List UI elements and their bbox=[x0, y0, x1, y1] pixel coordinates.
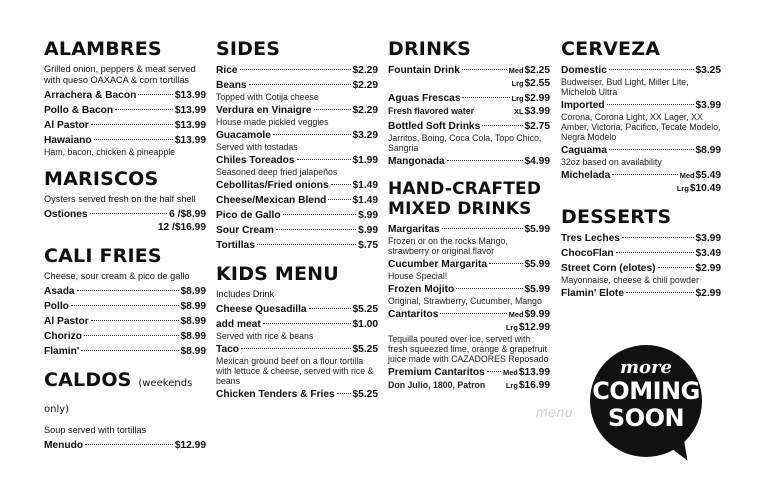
menu-item bbox=[388, 308, 550, 364]
item-price: $2.75 bbox=[524, 121, 550, 132]
leader-dots bbox=[240, 69, 351, 70]
item-price-row bbox=[388, 120, 550, 133]
item-price-row bbox=[561, 247, 721, 260]
item-price-row bbox=[216, 303, 378, 316]
menu-item bbox=[44, 119, 206, 132]
leader-dots bbox=[442, 228, 523, 229]
menu-item bbox=[216, 179, 378, 192]
menu-section bbox=[44, 38, 206, 157]
leader-dots bbox=[462, 97, 509, 98]
item-price-row bbox=[216, 194, 378, 207]
item-price: $3.99 bbox=[695, 233, 721, 244]
menu-section bbox=[561, 38, 721, 195]
menu-item bbox=[216, 79, 378, 102]
menu-item bbox=[561, 169, 721, 195]
item-price: $3.29 bbox=[352, 130, 378, 141]
leader-dots bbox=[622, 237, 694, 238]
item-name: Chiles Toreados bbox=[216, 155, 295, 166]
item-price: $2.99 bbox=[695, 288, 721, 299]
item-description: Served with rice & beans bbox=[216, 331, 314, 341]
leader-dots bbox=[331, 184, 351, 185]
item-description: Seasoned deep fried jalapeños bbox=[216, 167, 338, 177]
item-price-row bbox=[388, 258, 550, 271]
item-price-row bbox=[388, 64, 550, 77]
item-price-row bbox=[216, 179, 378, 192]
section-title-text: CALDOS bbox=[44, 369, 132, 391]
item-name: Al Pastor bbox=[44, 316, 89, 327]
section-title-text: MARISCOS bbox=[44, 168, 159, 190]
item-price: $2.99 bbox=[524, 93, 550, 104]
leader-dots bbox=[85, 444, 173, 445]
section-description: Includes Drink bbox=[216, 289, 275, 299]
leader-dots bbox=[276, 229, 356, 230]
item-price-row bbox=[216, 79, 378, 92]
menu-item bbox=[561, 247, 721, 260]
item-size: Lrg bbox=[511, 94, 524, 103]
item-description: Original, Strawberry, Cucumber, Mango bbox=[388, 296, 542, 306]
item-price: $5.99 bbox=[524, 284, 550, 295]
menu-item bbox=[216, 64, 378, 77]
item-name: Cucumber Margarita bbox=[388, 259, 488, 270]
menu-item bbox=[216, 239, 378, 252]
menu-item bbox=[216, 129, 378, 152]
item-price-row bbox=[216, 239, 378, 252]
item-price-row bbox=[561, 232, 721, 245]
menu-section bbox=[216, 263, 378, 401]
item-name: Bottled Soft Drinks bbox=[388, 121, 481, 132]
item-price-row bbox=[44, 104, 206, 117]
item-name: Aguas Frescas bbox=[388, 93, 461, 104]
item-size: Med bbox=[508, 310, 524, 319]
item-description: Topped with Cotija cheese bbox=[216, 92, 319, 102]
leader-dots bbox=[91, 124, 173, 125]
leader-dots bbox=[456, 288, 522, 289]
item-price: $10.49 bbox=[689, 183, 721, 194]
section-note: (weekends only) bbox=[44, 378, 193, 415]
item-name: Guacamole bbox=[216, 130, 271, 141]
menu-item bbox=[44, 330, 206, 343]
item-price: $3.99 bbox=[524, 106, 550, 117]
item-price: 12 /$16.99 bbox=[157, 222, 206, 233]
menu-item bbox=[216, 194, 378, 207]
item-description: Corona, Corona Light, XX Lager, XX Amber, Victoria, Pacifico, Tecate Modelo, Negra Modelo bbox=[561, 112, 721, 142]
menu-item bbox=[216, 154, 378, 177]
item-price-row bbox=[216, 209, 378, 222]
leader-dots bbox=[487, 371, 501, 372]
item-price-row bbox=[216, 104, 378, 117]
item-name: Caguama bbox=[561, 145, 607, 156]
item-price-row-2 bbox=[388, 321, 550, 334]
item-price: $2.29 bbox=[352, 80, 378, 91]
leader-dots bbox=[328, 199, 350, 200]
item-size: Lrg bbox=[505, 381, 518, 390]
item-name: Frozen Mojito bbox=[388, 284, 455, 295]
item-description: Mexican ground beef on a flour tortilla with lettuce & cheese, served with rice & beans bbox=[216, 356, 374, 386]
item-price-row bbox=[44, 300, 206, 313]
item-price-row bbox=[216, 318, 378, 331]
leader-dots bbox=[263, 323, 351, 324]
item-price: $2.99 bbox=[695, 263, 721, 274]
item-name: Mangonada bbox=[388, 156, 445, 167]
menu-item bbox=[216, 303, 378, 316]
menu-section bbox=[44, 369, 206, 452]
item-name: Domestic bbox=[561, 65, 607, 76]
item-name: Arrachera & Bacon bbox=[44, 90, 137, 101]
item-price: $1.49 bbox=[352, 180, 378, 191]
menu-item bbox=[216, 104, 378, 127]
item-price-row bbox=[44, 315, 206, 328]
item-price: $1.00 bbox=[352, 319, 378, 330]
item-description: Ham, bacon, chicken & pineapple bbox=[44, 147, 176, 157]
item-name: Rice bbox=[216, 65, 238, 76]
leader-dots bbox=[462, 69, 507, 70]
leader-dots bbox=[90, 213, 168, 214]
menu-item bbox=[388, 155, 550, 168]
menu-column-2 bbox=[216, 38, 378, 412]
item-size: Med bbox=[508, 66, 524, 75]
item-price-row bbox=[216, 129, 378, 142]
leader-dots bbox=[94, 139, 173, 140]
leader-dots bbox=[482, 125, 522, 126]
menu-item bbox=[44, 300, 206, 313]
section-title bbox=[44, 38, 206, 60]
item-price: $1.49 bbox=[352, 195, 378, 206]
item-price: 6 /$8.99 bbox=[169, 209, 206, 220]
badge-line-2: COMING bbox=[592, 377, 700, 405]
item-size: Lrg bbox=[505, 323, 518, 332]
leader-dots bbox=[607, 104, 694, 105]
leader-dots bbox=[609, 149, 694, 150]
leader-dots bbox=[309, 308, 351, 309]
item-name: Taco bbox=[216, 344, 240, 355]
menu-item bbox=[44, 89, 206, 102]
item-price-row bbox=[44, 345, 206, 358]
menu-item bbox=[44, 208, 206, 234]
item-name: Hawaiano bbox=[44, 135, 92, 146]
item-name: Verdura en Vinaigre bbox=[216, 105, 312, 116]
leader-dots bbox=[249, 84, 351, 85]
item-price-row bbox=[44, 208, 206, 221]
menu-item bbox=[388, 258, 550, 281]
section-title-text: DESSERTS bbox=[561, 206, 672, 228]
leader-dots bbox=[241, 348, 350, 349]
item-price-row bbox=[388, 283, 550, 296]
section-title bbox=[44, 168, 206, 190]
item-desc-row bbox=[388, 379, 550, 392]
item-name: Michelada bbox=[561, 170, 611, 181]
section-title-text: SIDES bbox=[216, 38, 281, 60]
item-name: Imported bbox=[561, 100, 605, 111]
menu-item bbox=[44, 345, 206, 358]
item-name: Sour Cream bbox=[216, 225, 274, 236]
menu-column-3 bbox=[388, 38, 550, 403]
menu-item bbox=[44, 315, 206, 328]
item-price-row bbox=[216, 343, 378, 356]
menu-item bbox=[561, 99, 721, 142]
item-price-row bbox=[388, 308, 550, 321]
section-title bbox=[561, 38, 721, 60]
item-price: $3.25 bbox=[695, 65, 721, 76]
item-price: $9.99 bbox=[524, 309, 550, 320]
menu-item bbox=[561, 144, 721, 167]
item-price: $12.99 bbox=[518, 322, 550, 333]
menu-section bbox=[561, 206, 721, 300]
item-name: Beans bbox=[216, 80, 247, 91]
section-description: Soup served with tortillas bbox=[44, 425, 147, 435]
item-price-row-2 bbox=[388, 77, 550, 90]
item-name: Pico de Gallo bbox=[216, 210, 281, 221]
item-description: Mayonnaise, cheese & chili powder bbox=[561, 275, 699, 285]
leader-dots bbox=[84, 335, 179, 336]
item-price: $5.25 bbox=[352, 304, 378, 315]
item-price: $13.99 bbox=[174, 120, 206, 131]
item-price-row bbox=[216, 224, 378, 237]
item-price-row bbox=[216, 388, 378, 401]
item-name: Pollo & Bacon bbox=[44, 105, 114, 116]
leader-dots bbox=[81, 350, 178, 351]
item-price: $4.99 bbox=[524, 156, 550, 167]
item-name: Margaritas bbox=[388, 224, 440, 235]
item-price-row bbox=[388, 223, 550, 236]
leader-dots bbox=[115, 109, 173, 110]
item-name: Cantaritos bbox=[388, 309, 439, 320]
menu-section bbox=[44, 168, 206, 234]
menu-item bbox=[388, 283, 550, 306]
watermark: menu bbox=[536, 404, 574, 420]
menu-item bbox=[216, 388, 378, 401]
item-price-row bbox=[561, 144, 721, 157]
leader-dots bbox=[314, 109, 351, 110]
item-name: Menudo bbox=[44, 440, 84, 451]
item-name: Flamin' Elote bbox=[561, 288, 624, 299]
item-name: Street Corn (elotes) bbox=[561, 263, 656, 274]
leader-dots bbox=[658, 267, 694, 268]
leader-dots bbox=[283, 214, 357, 215]
leader-dots bbox=[77, 290, 179, 291]
item-description: Frozen or on the rocks Mango, strawberry or original flavor bbox=[388, 236, 508, 256]
item-description: Fresh flavored water bbox=[388, 106, 475, 116]
item-description: Don Julio, 1800, Patron bbox=[388, 380, 486, 390]
item-price: $8.99 bbox=[180, 316, 206, 327]
section-title-text: KIDS MENU bbox=[216, 263, 339, 285]
item-name: Premium Cantaritos bbox=[388, 367, 485, 378]
section-title-text: DRINKS bbox=[388, 38, 471, 60]
section-title bbox=[44, 245, 206, 267]
leader-dots bbox=[257, 244, 356, 245]
item-price-row bbox=[388, 366, 550, 379]
item-description: Served with tostadas bbox=[216, 142, 298, 152]
item-price: $5.25 bbox=[352, 389, 378, 400]
item-price-row bbox=[561, 169, 721, 182]
item-price: $5.99 bbox=[524, 224, 550, 235]
leader-dots bbox=[447, 160, 523, 161]
section-title-text: CERVEZA bbox=[561, 38, 661, 60]
menu-column-1 bbox=[44, 38, 206, 463]
item-price: $8.99 bbox=[695, 145, 721, 156]
menu-section bbox=[388, 38, 550, 168]
item-price: $8.99 bbox=[180, 346, 206, 357]
item-desc-row bbox=[388, 105, 550, 118]
item-price-row-2 bbox=[561, 182, 721, 195]
item-description: 32oz based on availability bbox=[561, 157, 662, 167]
menu-item bbox=[216, 318, 378, 341]
menu-item bbox=[388, 64, 550, 90]
menu-item bbox=[388, 366, 550, 392]
menu-item bbox=[216, 209, 378, 222]
item-price-row bbox=[561, 287, 721, 300]
item-name: Chorizo bbox=[44, 331, 82, 342]
item-price: $13.99 bbox=[174, 105, 206, 116]
item-name: Cheese/Mexican Blend bbox=[216, 195, 327, 206]
item-price: $8.99 bbox=[180, 301, 206, 312]
item-price: $2.25 bbox=[524, 65, 550, 76]
menu-section bbox=[216, 38, 378, 252]
item-price: $12.99 bbox=[174, 440, 206, 451]
menu-item bbox=[44, 104, 206, 117]
item-price: $8.99 bbox=[180, 286, 206, 297]
leader-dots bbox=[273, 134, 351, 135]
item-size: Lrg bbox=[676, 184, 689, 193]
item-price: $13.99 bbox=[174, 90, 206, 101]
leader-dots bbox=[612, 174, 677, 175]
item-price: $.99 bbox=[358, 210, 378, 221]
item-price-row bbox=[216, 154, 378, 167]
item-size: XL bbox=[514, 107, 524, 116]
badge-line-3: SOON bbox=[607, 404, 685, 432]
item-price: $13.99 bbox=[174, 135, 206, 146]
item-name: add meat bbox=[216, 319, 261, 330]
menu-item bbox=[216, 224, 378, 237]
section-title-text: HAND-CRAFTED MIXED DRINKS bbox=[388, 179, 542, 219]
item-name: Fountain Drink bbox=[388, 65, 460, 76]
section-description: Grilled onion, peppers & meat served with queso OAXACA & corn tortillas bbox=[44, 64, 196, 85]
item-price-row bbox=[44, 285, 206, 298]
section-title-text: ALAMBRES bbox=[44, 38, 162, 60]
item-price-row bbox=[44, 119, 206, 132]
section-description: Cheese, sour cream & pico de gallo bbox=[44, 271, 190, 281]
item-price: $.75 bbox=[358, 240, 378, 251]
item-price-row bbox=[561, 262, 721, 275]
menu-item bbox=[388, 120, 550, 153]
item-price: $1.99 bbox=[352, 155, 378, 166]
item-description: House made pickled veggies bbox=[216, 117, 329, 127]
leader-dots bbox=[91, 320, 179, 321]
item-price-row bbox=[44, 439, 206, 452]
item-name: Cheese Quesadilla bbox=[216, 304, 307, 315]
item-name: Chicken Tenders & Fries bbox=[216, 389, 335, 400]
leader-dots bbox=[337, 393, 351, 394]
item-price-row bbox=[216, 64, 378, 77]
menu-item bbox=[561, 262, 721, 285]
item-price: $3.49 bbox=[695, 248, 721, 259]
item-price-row bbox=[388, 155, 550, 168]
leader-dots bbox=[489, 263, 522, 264]
menu-section bbox=[44, 245, 206, 358]
badge-line-1: more bbox=[620, 357, 672, 378]
leader-dots bbox=[626, 292, 694, 293]
item-name: Asada bbox=[44, 286, 75, 297]
item-name: ChocoFlan bbox=[561, 248, 614, 259]
section-title bbox=[216, 38, 378, 60]
menu-item bbox=[44, 134, 206, 157]
item-price: $5.49 bbox=[695, 170, 721, 181]
item-name: Tortillas bbox=[216, 240, 255, 251]
menu-item bbox=[561, 64, 721, 97]
menu-item bbox=[388, 223, 550, 256]
section-description: Oysters served fresh on the half shell bbox=[44, 194, 196, 204]
menu-item bbox=[561, 287, 721, 300]
item-description: Tequilla poured over ice, served with fresh squeezed lime, orange & grapefruit juice made with CAZADORES Reposado bbox=[388, 334, 549, 364]
section-title bbox=[561, 206, 721, 228]
item-price: $2.55 bbox=[524, 78, 550, 89]
leader-dots bbox=[609, 69, 694, 70]
leader-dots bbox=[616, 252, 694, 253]
item-price-row bbox=[388, 92, 550, 105]
leader-dots bbox=[297, 159, 351, 160]
item-price-row bbox=[561, 64, 721, 77]
item-size: Med bbox=[679, 171, 695, 180]
item-price-row bbox=[44, 330, 206, 343]
item-price-row-2 bbox=[44, 221, 206, 234]
item-size: Lrg bbox=[511, 79, 524, 88]
item-price: $5.99 bbox=[524, 259, 550, 270]
item-price: $13.99 bbox=[518, 367, 550, 378]
menu-item bbox=[216, 343, 378, 386]
menu-item bbox=[44, 439, 206, 452]
item-price: $5.25 bbox=[352, 344, 378, 355]
item-price: $2.29 bbox=[352, 105, 378, 116]
item-price: $8.99 bbox=[180, 331, 206, 342]
item-name: Cebollitas/Fried onions bbox=[216, 180, 329, 191]
item-name: Pollo bbox=[44, 301, 69, 312]
item-name: Flamin' bbox=[44, 346, 80, 357]
item-description: Jarritos, Boing, Coca Cola, Topo Chico, Sangria bbox=[388, 133, 542, 153]
more-coming-soon-badge bbox=[590, 345, 702, 457]
item-name: Ostiones bbox=[44, 209, 88, 220]
section-title-text: CALI FRIES bbox=[44, 245, 162, 267]
item-description: Budweiser, Bud Light, Miller Lite, Michelob Ultra bbox=[561, 77, 689, 97]
leader-dots bbox=[71, 305, 179, 306]
item-price: $3.99 bbox=[695, 100, 721, 111]
section-title bbox=[216, 263, 378, 285]
leader-dots bbox=[138, 94, 173, 95]
menu-column-4 bbox=[561, 38, 721, 311]
menu-item bbox=[388, 92, 550, 118]
menu-item bbox=[561, 232, 721, 245]
item-name: Tres Leches bbox=[561, 233, 620, 244]
section-title bbox=[388, 38, 550, 60]
item-price: $.99 bbox=[358, 225, 378, 236]
item-description: House Special! bbox=[388, 271, 448, 281]
section-title bbox=[44, 369, 206, 421]
item-name: Al Pastor bbox=[44, 120, 89, 131]
item-price: $16.99 bbox=[518, 380, 550, 391]
item-price-row bbox=[44, 89, 206, 102]
item-price-row bbox=[44, 134, 206, 147]
section-title bbox=[388, 179, 550, 219]
leader-dots bbox=[440, 313, 506, 314]
item-size: Med bbox=[503, 368, 518, 377]
item-price: $2.29 bbox=[352, 65, 378, 76]
item-price-row bbox=[561, 99, 721, 112]
menu-item bbox=[44, 285, 206, 298]
menu-section bbox=[388, 179, 550, 392]
